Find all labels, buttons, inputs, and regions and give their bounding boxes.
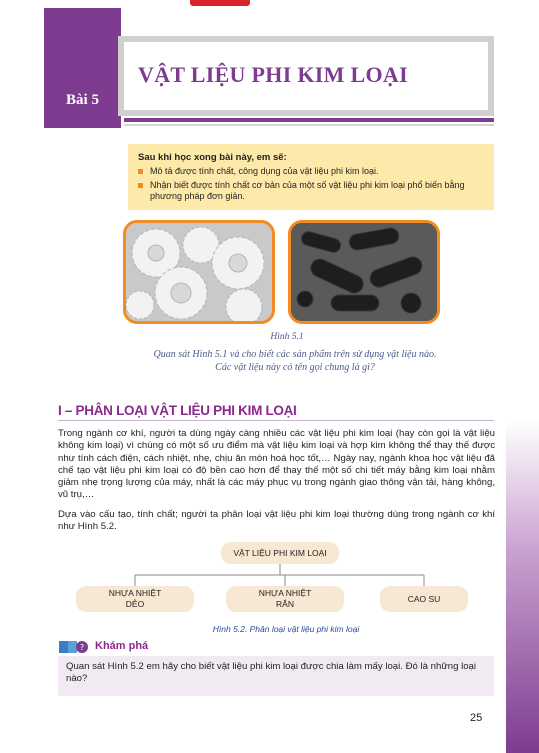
- explore-title: Khám phá: [95, 640, 149, 652]
- diagram-root-node: VẬT LIỆU PHI KIM LOẠI: [221, 542, 339, 564]
- lesson-label: Bài 5: [66, 92, 99, 108]
- page-number: 25: [470, 712, 483, 724]
- figure-5-1-label: Hình 5.1: [270, 332, 304, 342]
- objectives-heading: Sau khi học xong bài này, em sẽ:: [138, 152, 287, 163]
- objective-item: Nhận biết được tính chất cơ bản của một số vật liệu phi kim loại phổ biến bằng phương pháp đơn giản.: [138, 180, 490, 202]
- page-title: VẬT LIỆU PHI KIM LOẠI: [138, 62, 408, 87]
- diagram-node-rubber: CAO SU: [380, 586, 468, 612]
- paragraph-2: Dựa vào cấu tạo, tính chất; người ta phân loại vật liệu phi kim loại thường dùng trong ngành cơ khí như Hình 5.2.: [58, 509, 495, 533]
- paragraph-1: Trong ngành cơ khí, người ta dùng ngày càng nhiều các vật liệu phi kim loại (hay còn gọi là vật liệu không kim loại) vì chúng có một số ưu điểm mà vật liệu kim loại và hợp kim không thể thay thế được như tính cách điện, cách nhiệt, nhẹ, chịu ăn mòn hoá học tốt,… Ngày nay, ngành khoa học vật liệu đã chế tạo vật liệu phi kim loại có độ bền cao hơn để thay thế một số chi tiết máy bằng kim loại nhằm giảm nhẹ trọng lượng của máy, nhất là các máy phục vụ trong ngành giao thông vận tải, hàng không, vũ trụ,…: [58, 428, 495, 501]
- section-heading: I – PHÂN LOẠI VẬT LIỆU PHI KIM LOẠI: [58, 403, 297, 418]
- explore-text: Quan sát Hình 5.2 em hãy cho biết vật liệu phi kim loại được chia làm mấy loại. Đó là những loại nào?: [66, 661, 477, 685]
- figure-5-1-question: Quan sát Hình 5.1 và cho biết các sản phẩm trên sử dụng vật liệu nào. Các vật liệu này có tên gọi chung là gì?: [153, 349, 437, 373]
- objective-item: Mô tả được tính chất, công dụng của vật liệu phi kim loại.: [138, 166, 488, 177]
- diagram-node-thermoplastic: NHỰA NHIỆT DẺO: [76, 586, 194, 612]
- side-decoration: [506, 420, 539, 753]
- svg-text:?: ?: [79, 643, 85, 652]
- diagram-node-thermoset: NHỰA NHIỆT RẮN: [226, 586, 344, 612]
- figure-5-2-caption: Hình 5.2. Phân loại vật liệu phi kim loại: [212, 624, 360, 634]
